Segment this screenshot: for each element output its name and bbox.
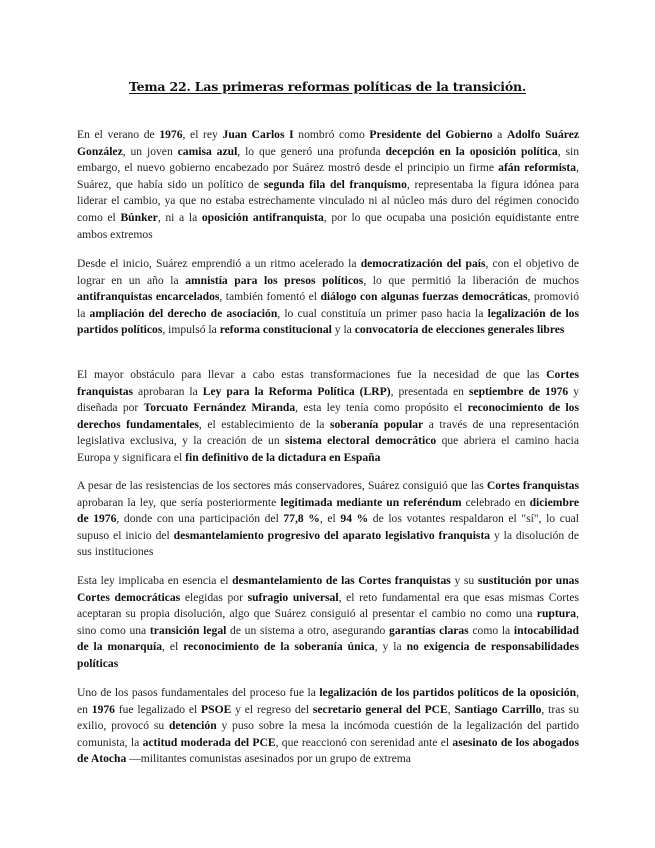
bold-run: legalización de los partidos políticos [77, 306, 579, 337]
bold-run: decepción en la oposición política [385, 144, 558, 158]
text-run: , presentada en [390, 384, 469, 398]
bold-run: Búnker [120, 210, 158, 224]
bold-run: ruptura [536, 607, 577, 621]
bold-run: legitimada mediante un referéndum [280, 495, 462, 509]
text-run: , [447, 702, 455, 716]
text-run: En el verano de [77, 128, 160, 141]
paragraph-2 [77, 256, 579, 339]
text-run: , lo cual constituía un primer paso hacia la [277, 306, 488, 320]
paragraph-3 [77, 367, 579, 467]
text-run: El mayor obstáculo para llevar a cabo estas transformaciones fue la necesidad de que las [77, 368, 547, 381]
bold-run: 1976 [91, 702, 115, 716]
bold-run: PSOE [201, 702, 232, 716]
text-run: Uno de los pasos fundamentales del proceso fue la [77, 686, 320, 699]
bold-run: segunda fila del franquismo [263, 177, 407, 191]
text-run: , que reaccionó con serenidad ante el [275, 735, 453, 749]
text-run: , sin embargo, el nuevo gobierno encabezado por Suárez mostró desde el principio un firme [77, 144, 580, 175]
paragraph-6 [77, 685, 579, 768]
bold-run: actitud moderada del PCE [142, 735, 276, 749]
bold-run: Torcuato Fernández Miranda [143, 401, 296, 415]
bold-run: garantías claras [389, 623, 469, 637]
bold-run: camisa azul [177, 144, 238, 158]
text-run: nombró como [293, 128, 370, 141]
bold-run: Cortes franquistas [486, 479, 579, 492]
text-run: y la [331, 323, 355, 337]
bold-run: afán reformista [498, 161, 577, 175]
text-run: , el rey [182, 128, 223, 141]
text-run: y su [450, 574, 478, 587]
text-run: , esta ley tenía como propósito el [295, 401, 468, 415]
bold-run: sufragio universal [247, 590, 339, 604]
bold-run: soberanía popular [329, 417, 424, 431]
bold-run: Ley para la Reforma Política (LRP) [202, 384, 391, 398]
bold-run: intocabilidad de la monarquía [77, 623, 579, 654]
paragraph-1 [77, 127, 579, 243]
bold-run: ampliación del derecho de asociación [89, 306, 278, 320]
bold-run: convocatoria de elecciones generales libres [354, 323, 565, 337]
text-run: A pesar de las resistencias de los sectores más conservadores, Suárez consiguió que las [77, 479, 487, 492]
text-run: y el regreso del [231, 702, 313, 716]
bold-run: legalización de los partidos políticos de la oposición [319, 686, 577, 699]
bold-run: asesinato de los abogados de Atocha [77, 735, 579, 766]
bold-run: diálogo con algunas fuerzas democráticas [320, 290, 528, 304]
text-run: de un sistema a otro, asegurando [226, 623, 390, 637]
bold-run: democratización del país [360, 257, 486, 270]
text-run: fue legalizado el [114, 702, 202, 716]
text-run: , el [319, 512, 341, 526]
text-run: , donde con una participación del [116, 512, 284, 526]
bold-run: Cortes franquistas [77, 368, 579, 398]
text-run: —militantes comunistas asesinados por un grupo de extrema [126, 752, 411, 766]
bold-run: reconocimiento de la soberanía única [183, 640, 375, 654]
paragraph-5 [77, 573, 579, 673]
text-run: elegidas por [180, 590, 248, 604]
text-run: y diseñada por [77, 384, 579, 415]
bold-run: Adolfo Suárez González [77, 128, 579, 158]
bold-run: 77,8 % [283, 512, 320, 526]
bold-run: diciembre de 1976 [77, 495, 579, 526]
bold-run: Presidente del Gobierno [369, 128, 493, 141]
text-run: a [492, 128, 507, 141]
text-run: , también fomentó el [219, 290, 321, 304]
text-run: , promovió la [77, 290, 579, 320]
bold-run: secretario general del PCE [312, 702, 448, 716]
bold-run: 94 % [340, 512, 369, 526]
text-run: , con el objetivo de lograr en un año la [77, 257, 579, 287]
bold-run: oposición antifranquista [201, 210, 324, 224]
text-run: como la [468, 623, 514, 637]
text-run: , el [162, 640, 184, 654]
bold-run: reforma constitucional [219, 323, 332, 337]
bold-run: sustitución por unas Cortes democráticas [77, 574, 579, 604]
text-run: Esta ley implicaba en esencia el [77, 574, 233, 587]
text-run: que abriera el camino hacia Europa y significara el [77, 434, 579, 464]
bold-run: septiembre de 1976 [468, 384, 569, 398]
text-run: , por lo que ocupaba una posición equidistante entre ambos extremos [77, 210, 579, 241]
text-run: de los votantes respaldaron el "sí", lo cual supuso el inicio del [77, 512, 579, 542]
bold-run: antifranquistas encarcelados [77, 290, 220, 304]
document-title-text: Tema 22. Las primeras reformas políticas de la transición. [128, 79, 527, 94]
paragraph-4 [77, 478, 579, 561]
bold-run: desmantelamiento de las Cortes franquistas [232, 574, 451, 587]
text-run: , tras su exilio, provocó su [77, 702, 579, 733]
text-run: Desde el inicio, Suárez emprendió a un ritmo acelerado la [77, 257, 361, 270]
text-run: , en [77, 686, 579, 716]
text-run: , Suárez, que había sido un político de [77, 161, 579, 191]
bold-run: reconocimiento de los derechos fundamentales [77, 401, 579, 431]
text-run: , lo que generó una profunda [237, 144, 386, 158]
bold-run: amnistía para los presos políticos [185, 273, 364, 287]
text-run: , un joven [122, 144, 178, 158]
bold-run: fin definitivo de la dictadura en España [185, 450, 381, 464]
text-run: , y la [374, 640, 407, 654]
text-run: , representaba la figura idónea para liderar el cambio, ya que no estaba estrechamente vinculado ni al núcleo más duro del régimen conocido como el [77, 177, 579, 224]
bold-run: transición legal [149, 623, 227, 637]
text-run: , impulsó la [162, 323, 220, 337]
text-run: , sino como una [77, 607, 579, 637]
bold-run: desmantelamiento progresivo del aparato legislativo franquista [173, 528, 491, 542]
text-run: y la disolución de sus instituciones [77, 528, 579, 559]
text-run: aprobaran la [133, 384, 203, 398]
text-run: celebrado en [461, 495, 530, 509]
bold-run: Juan Carlos I [222, 128, 294, 141]
text-run: , ni a la [157, 210, 202, 224]
text-run: y puso sobre la mesa la incómoda cuestión de la legalización del partido comunista, la [77, 719, 579, 749]
bold-run: no exigencia de responsabilidades políticas [77, 640, 579, 670]
text-run: , el establecimiento de la [198, 417, 330, 431]
text-run: a través de una representación legislativa exclusiva, y la creación de un [77, 417, 579, 448]
text-run: , el reto fundamental era que esas mismas Cortes aceptaran su propia disolución, algo que Suárez consiguió al presentar el cambio no como una [77, 590, 580, 621]
text-run: aprobaran la ley, que sería posteriormente [77, 495, 281, 509]
bold-run: 1976 [159, 128, 183, 141]
document-title [0, 79, 655, 94]
bold-run: Santiago Carrillo [454, 702, 542, 716]
text-run: , lo que permitió la liberación de muchos [363, 273, 579, 287]
bold-run: sistema electoral democrático [285, 434, 437, 448]
bold-run: detención [168, 719, 217, 733]
